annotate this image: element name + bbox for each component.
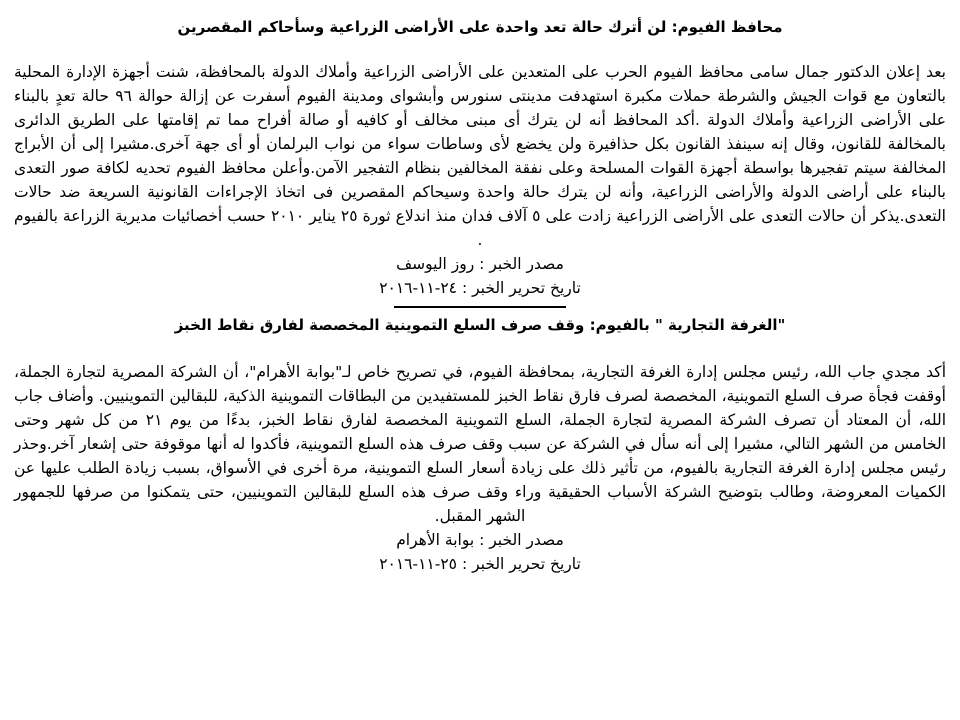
section-divider	[394, 306, 566, 308]
article-2-source: مصدر الخبر : بوابة الأهرام	[396, 531, 564, 549]
news-page	[14, 16, 946, 576]
article-1-source: مصدر الخبر : روز اليوسف	[396, 255, 564, 273]
article-2-date: تاريخ تحرير الخبر : ٢٥-١١-٢٠١٦	[379, 555, 581, 573]
article-1-headline: محافظ الفيوم: لن أترك حالة تعد واحدة على الأراضى الزراعية وسأحاكم المقصرين	[177, 18, 783, 36]
article-2-body: أكد مجدي جاب الله، رئيس مجلس إدارة الغرفة التجارية، بمحافظة الفيوم، في تصريح خاص لـ"بوابة الأهرام"، أن الشركة المصرية لتجارة الجملة، أوقفت فجأة صرف السلع التموينية، المخصصة لصرف فارق نقاط الخبز للمستفيدين من البطاقات التموينية الذكية، للبقالين التموينيين. وأضاف جاب الله، أن المعتاد أن تصرف الشركة المصرية لتجارة الجملة، السلع التموينية المخصصة لفارق نقاط الخبز، بدءًا من يوم ٢١ من كل شهر وحتى الخامس من الشهر التالي، مشيرا إلى أنه سأل في الشركة عن سبب وقف صرف هذه السلع التموينية، فأكدوا له أنها موقوفة حتى إشعار آخر.وحذر رئيس مجلس إدارة الغرفة التجارية بالفيوم، من تأثير ذلك على زيادة أسعار السلع التموينية، مرة أخرى في الأسواق، بسبب زيادة الطلب عليها عن الكميات المعروضة، وطالب بتوضيح الشركة الأسباب الحقيقية وراء وقف صرف هذه السلع للبقالين التموينيين، حتى يتمكنوا من صرفها للجمهور الشهر المقبل.	[14, 363, 946, 525]
article-1-date: تاريخ تحرير الخبر : ٢٤-١١-٢٠١٦	[379, 279, 581, 297]
article-1-body: بعد إعلان الدكتور جمال سامى محافظ الفيوم الحرب على المتعدين على الأراضى الزراعية وأملاك الدولة بالمحافظة، شنت أجهزة الإدارة المحلية بالتعاون مع قوات الجيش والشرطة حملات مكبرة استهدفت مدينتى سنورس وأبشواى ومدينة الفيوم أسفرت عن إزالة حوالة ٩٦ حالة تعدٍ بالبناء على الأراضى الزراعية وأملاك الدولة .أكد المحافظ أنه لن يترك أى مبنى مخالف أو كافيه أو صالة أفراح مما تم إقامتها على الطريق الدائرى بالمخالفة للقانون، وقال إنه سينفذ القانون بكل حذافيرة ولن يخضع لأى وساطات سواء من نواب البرلمان أو أى جهة آخرى.مشيرا إلى أن الأبراج المخالفة سيتم تفجيرها بواسطة أجهزة القوات المسلحة وعلى نفقة المخالفين بنظام التفجير الآمن.وأعلن محافظ الفيوم تحديه لكافة صور التعدى بالبناء على أراضى الدولة والأراضى الزراعية، وأنه لن يترك حالة واحدة وسيحاكم المقصرين فى اتخاذ الإجراءات القانونية السريعة ضد حالات التعدى.يذكر أن حالات التعدى على الأراضى الزراعية زادت على ٥ آلاف فدان منذ اندلاع ثورة ٢٥ يناير ٢٠١٠ حسب أخصائيات مديرية الزراعة بالفيوم .	[14, 63, 946, 249]
article-2-headline: "الغرفة التجارية " بالفيوم: وقف صرف السلع التموينية المخصصة لفارق نقاط الخبز	[174, 316, 786, 334]
